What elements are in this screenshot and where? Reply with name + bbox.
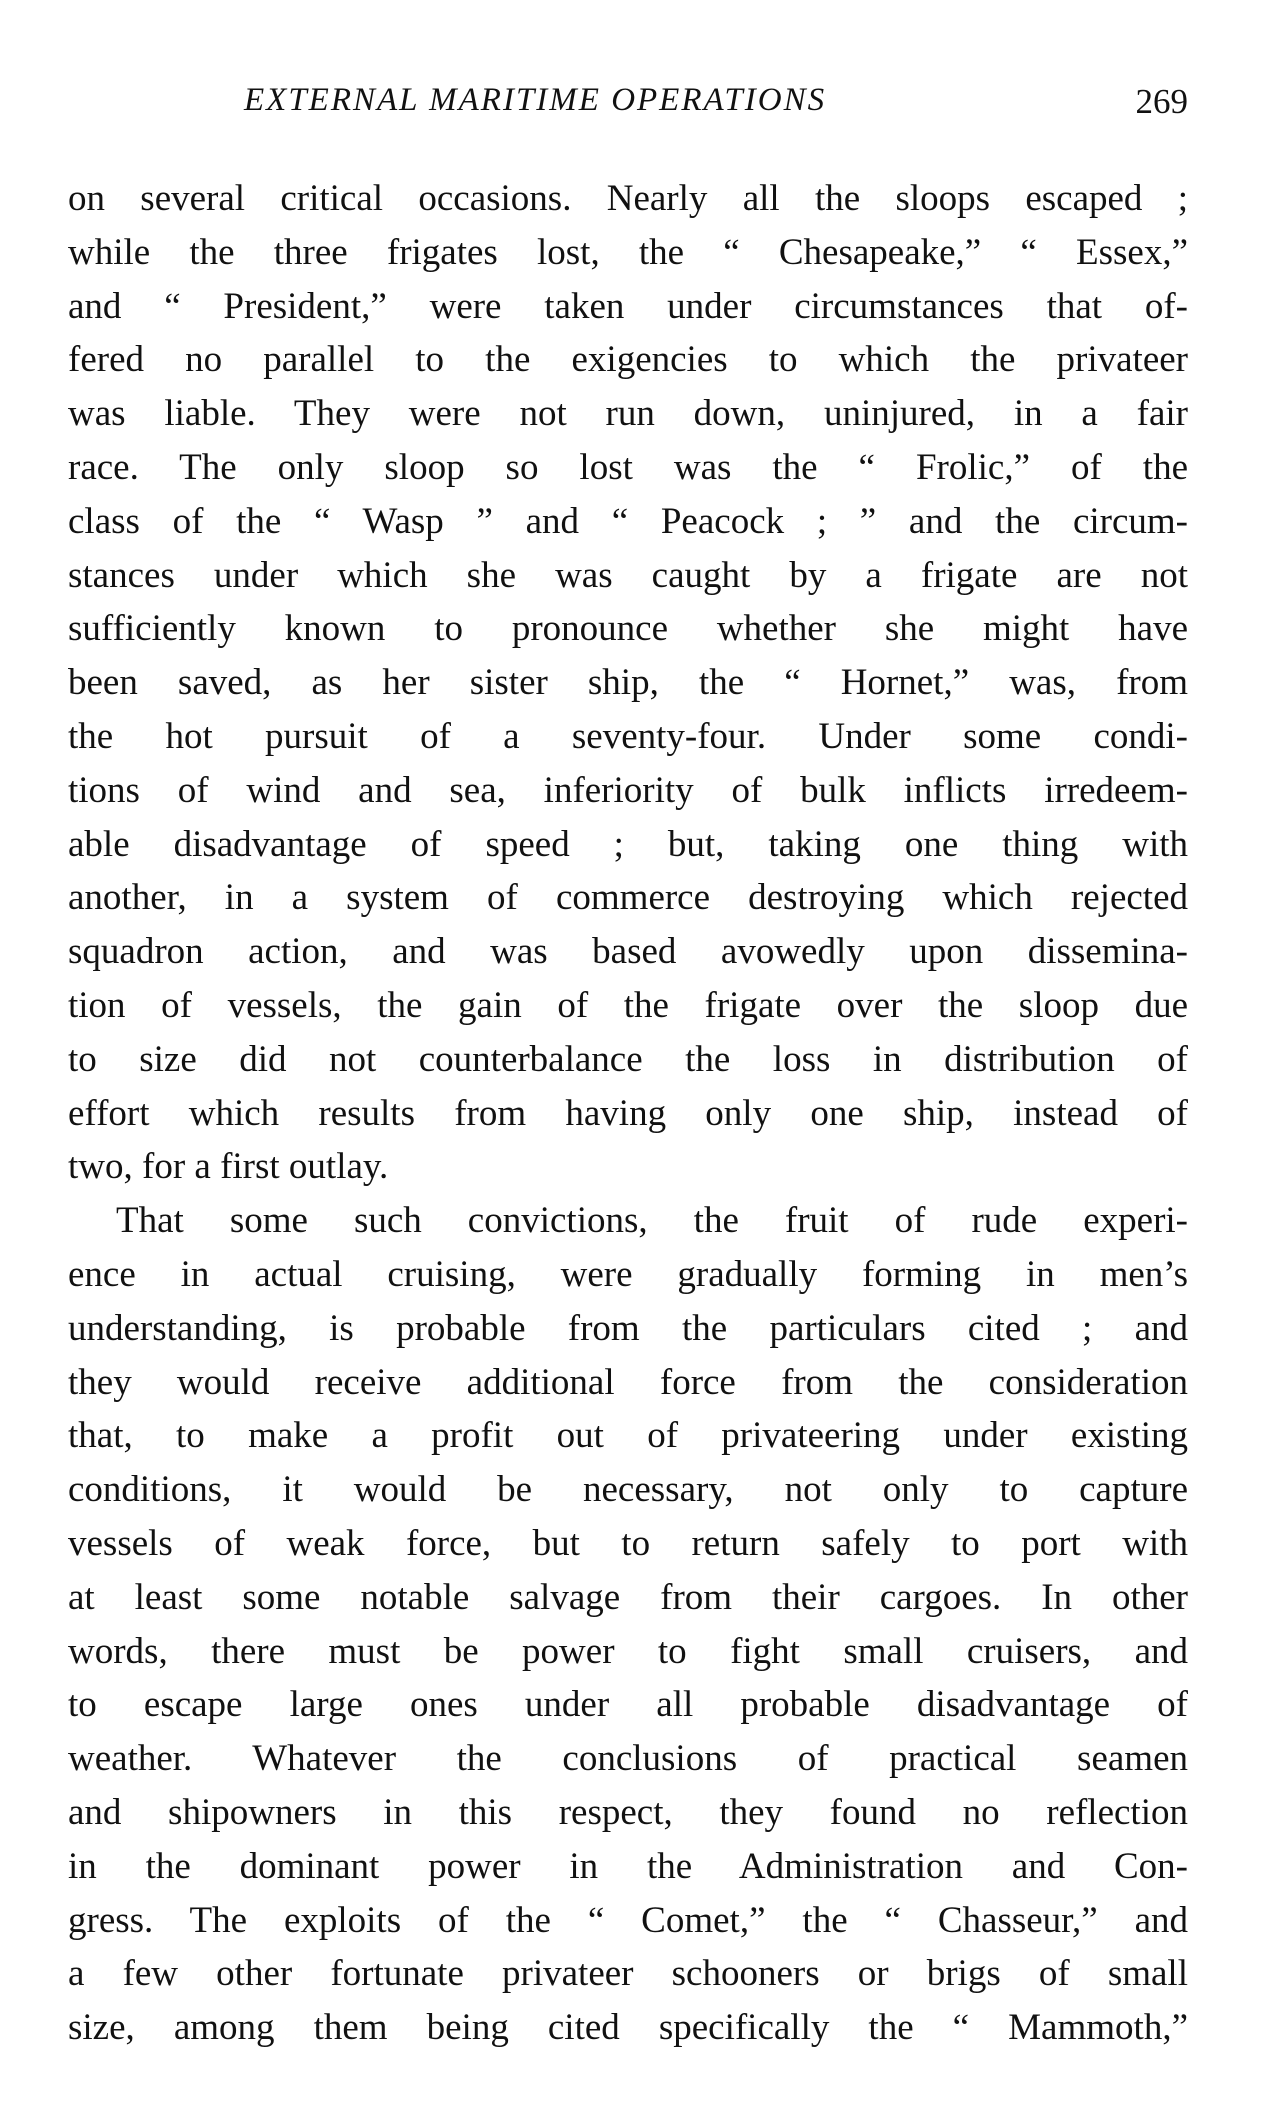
text-line: was liable. They were not run down, uninjured, in a fair <box>68 393 1188 435</box>
text-line: ence in actual cruising, were gradually forming in men’s <box>68 1253 1188 1295</box>
text-line: while the three frigates lost, the “ Chesapeake,” “ Essex,” <box>68 231 1188 273</box>
text-line: size, among them being cited specifically the “ Mammoth,” <box>68 2007 1188 2049</box>
text-line: at least some notable salvage from their cargoes. In other <box>68 1576 1188 1618</box>
text-line: weather. Whatever the conclusions of practical seamen <box>68 1738 1188 1780</box>
text-line: vessels of weak force, but to return safely to port with <box>68 1522 1188 1564</box>
text-line: been saved, as her sister ship, the “ Hornet,” was, from <box>68 662 1188 704</box>
text-line: tions of wind and sea, inferiority of bulk inflicts irredeem- <box>68 769 1188 811</box>
text-line: able disadvantage of speed ; but, taking one thing with <box>68 823 1188 865</box>
text-line: that, to make a profit out of privateering under existing <box>68 1415 1188 1457</box>
running-header <box>68 82 1188 122</box>
text-line: conditions, it would be necessary, not only to capture <box>68 1469 1188 1511</box>
text-line: sufficiently known to pronounce whether she might have <box>68 608 1188 650</box>
running-title: EXTERNAL MARITIME OPERATIONS <box>244 82 827 118</box>
text-line: and shipowners in this respect, they found no reflection <box>68 1791 1188 1833</box>
text-line: the hot pursuit of a seventy-four. Under some condi- <box>68 715 1188 757</box>
text-line: words, there must be power to fight small cruisers, and <box>68 1630 1188 1672</box>
text-line: class of the “ Wasp ” and “ Peacock ; ” and the circum- <box>68 500 1188 542</box>
text-line: tion of vessels, the gain of the frigate over the sloop due <box>68 984 1188 1026</box>
text-line: race. The only sloop so lost was the “ Frolic,” of the <box>68 446 1188 488</box>
text-line: gress. The exploits of the “ Comet,” the “ Chasseur,” and <box>68 1899 1188 1941</box>
text-line: fered no parallel to the exigencies to which the privateer <box>68 339 1188 381</box>
text-line: on several critical occasions. Nearly all the sloops escaped ; <box>68 178 1188 219</box>
text-line: stances under which she was caught by a frigate are not <box>68 554 1188 596</box>
text-line: squadron action, and was based avowedly upon dissemina- <box>68 931 1188 973</box>
text-line: they would receive additional force from the consideration <box>68 1361 1188 1403</box>
text-line: to size did not counterbalance the loss in distribution of <box>68 1038 1188 1080</box>
text-line: and “ President,” were taken under circumstances that of- <box>68 285 1188 327</box>
text-line: effort which results from having only one ship, instead of <box>68 1092 1188 1134</box>
text-line: a few other fortunate privateer schooners or brigs of small <box>68 1953 1188 1995</box>
text-line: That some such convictions, the fruit of rude experi- <box>116 1200 1188 1242</box>
text-line: two, for a first outlay. <box>68 1146 389 1188</box>
text-line: another, in a system of commerce destroying which rejected <box>68 877 1188 919</box>
body-text <box>68 172 1188 2055</box>
text-line: to escape large ones under all probable disadvantage of <box>68 1684 1188 1726</box>
text-line: in the dominant power in the Administration and Con- <box>68 1845 1188 1887</box>
page-number: 269 <box>1135 82 1188 121</box>
text-line: understanding, is probable from the particulars cited ; and <box>68 1307 1188 1349</box>
